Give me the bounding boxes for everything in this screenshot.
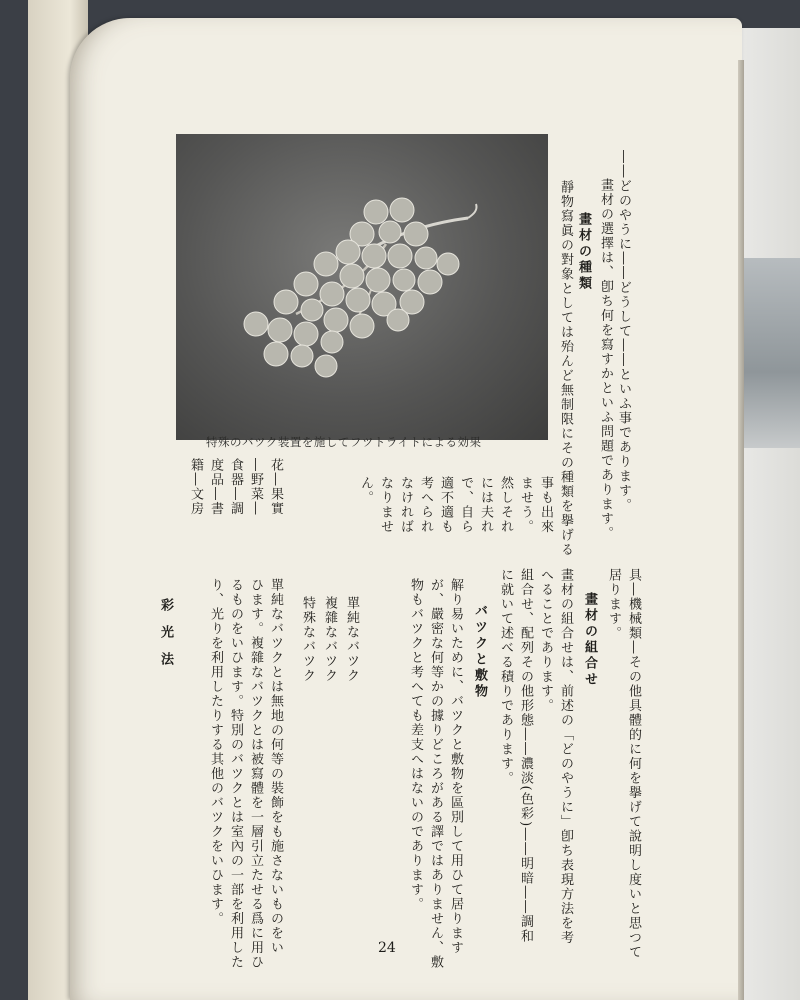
- right-top-line-2: 居ります。: [606, 568, 621, 641]
- left-short-10: ん。: [358, 476, 373, 505]
- back-line-1: 解り易いために、バツクと敷物を區別して用ひて居ります: [448, 578, 463, 955]
- back-line-3: 物もバツクと考へても差支へはないのであります。: [408, 578, 423, 912]
- upper-line-1: 畫材の選擇は、卽ち何を寫すかといふ問題であります。: [598, 178, 613, 541]
- category-item-5: 籍―文房: [188, 458, 203, 516]
- right-top-line-1: 具―機械類―その他具體的に何を擧げて說明し度いと思つて: [626, 568, 641, 960]
- heading-line: ――どのやうに――どうして――といふ事であります。: [616, 150, 631, 513]
- back-line-2: が、嚴密な何等かの據りどころがある譯ではありません、敷: [428, 578, 443, 970]
- combo-line-2: へることであります。: [538, 568, 553, 713]
- back-list-3: 特殊なバツク: [300, 596, 315, 683]
- category-item-3: 食器―調: [228, 458, 243, 516]
- definition-line-3: るものをいひます。特別のバツクとは室內の一部を利用した: [228, 578, 243, 970]
- definition-line-2: ひます。複雜なバツクとは被寫體を一層引立たせる爲に用ひ: [248, 578, 263, 970]
- category-item-2: ―野菜―: [248, 458, 263, 516]
- left-short-1: 事も出來: [538, 476, 553, 534]
- section-heading-light: 彩光法: [158, 598, 173, 679]
- back-list-2: 複雜なバツク: [322, 596, 337, 683]
- figure-photo: [176, 134, 548, 440]
- page-edge: [738, 60, 744, 1000]
- definition-line-1: 單純なバツクとは無地の何等の裝飾をも施さないものをい: [268, 578, 283, 955]
- upper-line-3: 靜物寫眞の對象としては殆んど無制限にその種類を擧げる: [558, 180, 573, 557]
- category-item-4: 度品―書: [208, 458, 223, 516]
- left-short-2: ませう。: [518, 476, 533, 534]
- combo-line-4: に就いて述べる積りであります。: [498, 568, 513, 786]
- left-short-3: 然しそれ: [498, 476, 513, 534]
- left-short-4: には夫れ: [478, 476, 493, 534]
- section-heading-types: 畫材の種類: [576, 212, 591, 292]
- figure-caption: 特殊のバツク装置を施してフツトライトによる効果: [206, 435, 482, 449]
- left-short-7: 考へられ: [418, 476, 433, 534]
- backdrop-right: [735, 28, 800, 1000]
- left-short-5: で、自ら: [458, 476, 473, 534]
- left-short-8: なければ: [398, 476, 413, 534]
- left-short-6: 適不適も: [438, 476, 453, 534]
- page-number: 24: [378, 940, 396, 956]
- section-heading-combo: 畫材の組合せ: [582, 592, 597, 688]
- section-heading-back: バツクと敷物: [472, 604, 487, 700]
- grapes-photo-icon: [176, 134, 548, 440]
- combo-line-1: 畫材の組合せは、前述の「どのやうに」卽ち表現方法を考: [558, 568, 573, 945]
- backdrop-photo-strip: [735, 258, 800, 448]
- category-item-1: 花―果實: [268, 458, 283, 516]
- combo-line-3: 組合せ、配列その他形態――濃淡(色彩)――明暗――調和: [518, 568, 533, 944]
- back-list-1: 單純なバツク: [344, 596, 359, 683]
- definition-line-4: り、光りを利用したりする其他のバツクをいひます。: [208, 578, 223, 926]
- left-short-9: なりませ: [378, 476, 393, 534]
